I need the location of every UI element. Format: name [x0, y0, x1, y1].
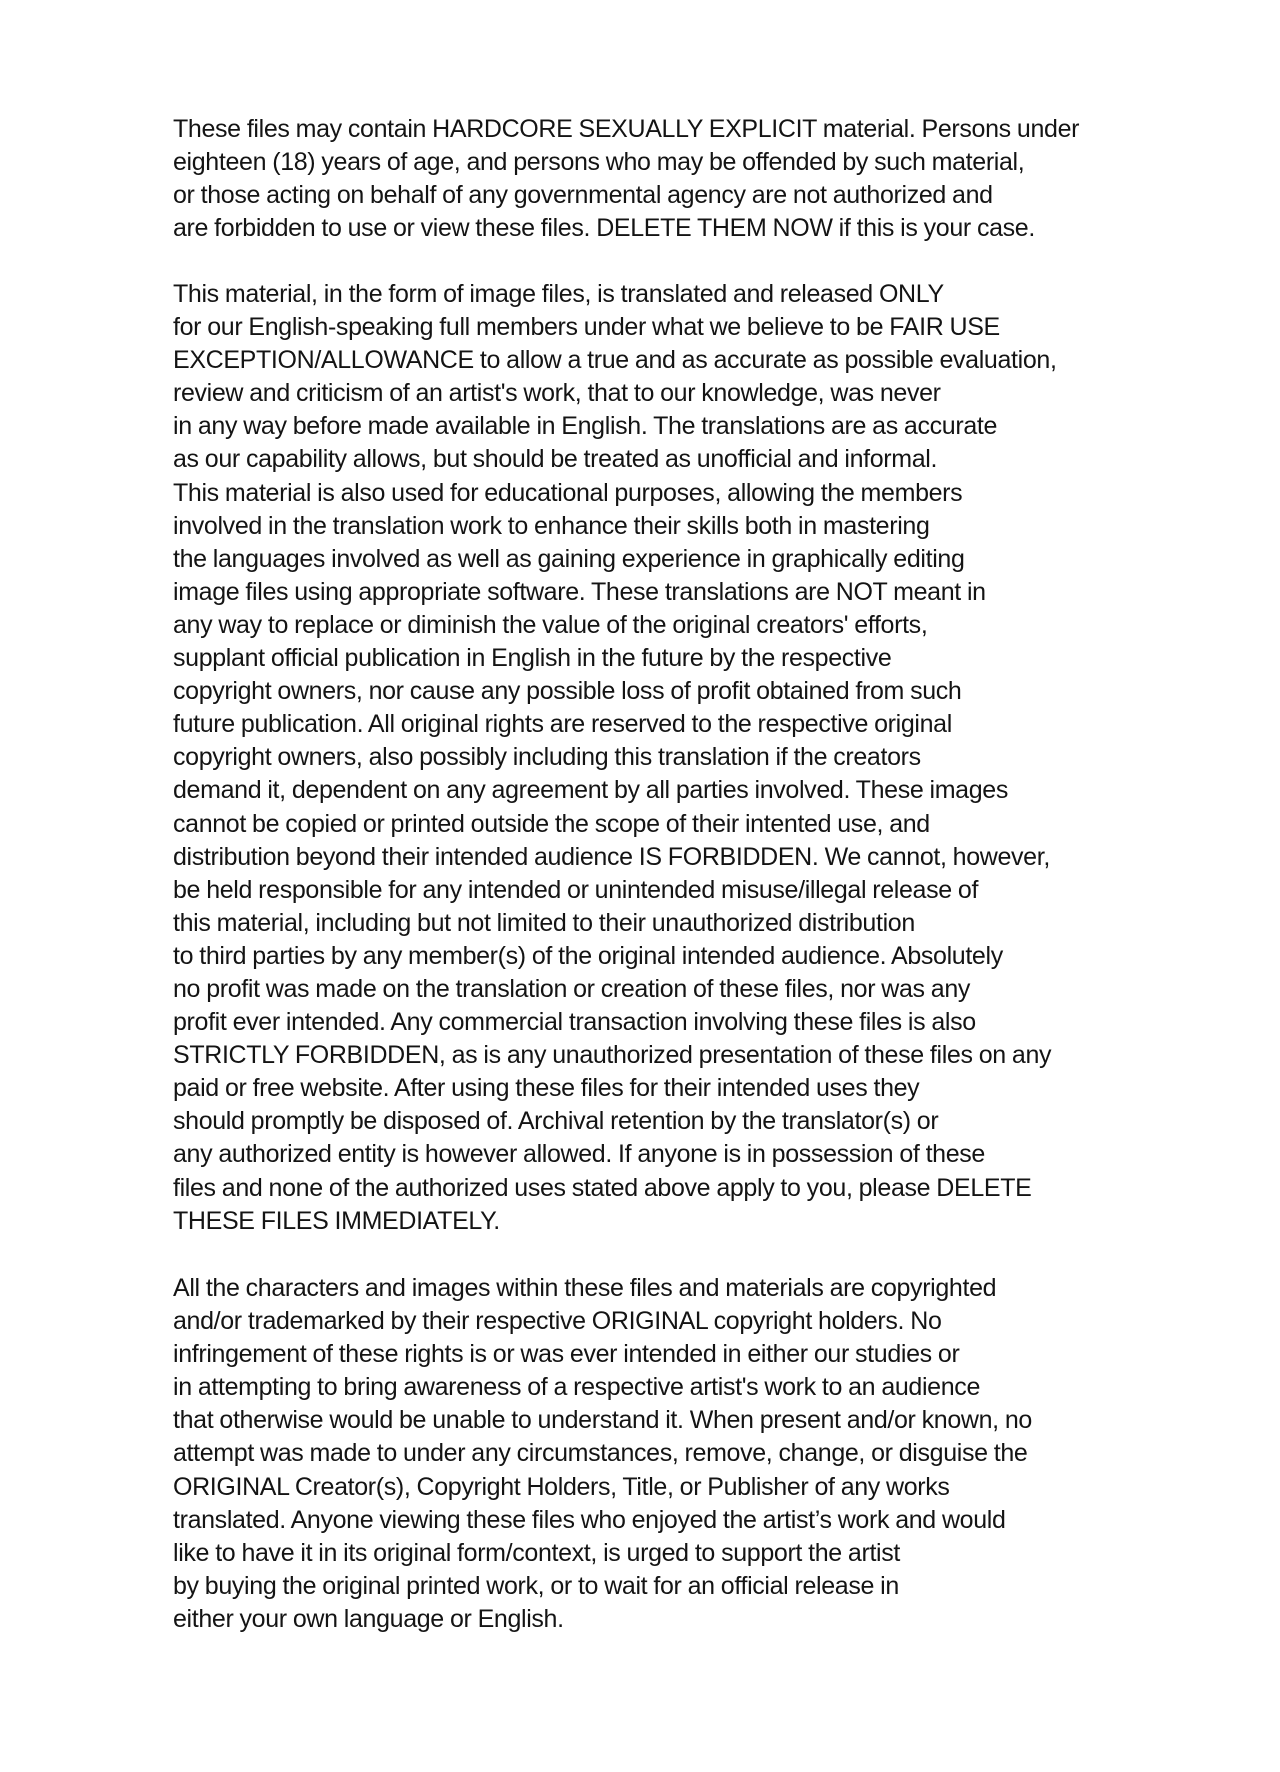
text-line: should promptly be disposed of. Archival retention by the translator(s) or	[173, 1107, 939, 1136]
text-line: image files using appropriate software. These translations are NOT meant in	[173, 577, 986, 606]
text-line: copyright owners, also possibly including this translation if the creators	[173, 743, 921, 772]
disclaimer-paragraph-fair-use	[173, 278, 1233, 1238]
text-line: eighteen (18) years of age, and persons who may be offended by such material,	[173, 148, 1025, 177]
text-line: or those acting on behalf of any governmental agency are not authorized and	[173, 181, 993, 210]
text-line: are forbidden to use or view these files. DELETE THEM NOW if this is your case.	[173, 214, 1035, 243]
text-line: either your own language or English.	[173, 1604, 564, 1633]
text-line: This material, in the form of image files, is translated and released ONLY	[173, 280, 944, 308]
text-line: in attempting to bring awareness of a respective artist's work to an audience	[173, 1373, 980, 1402]
text-line: paid or free website. After using these files for their intended uses they	[173, 1074, 920, 1103]
text-line: files and none of the authorized uses stated above apply to you, please DELETE	[173, 1173, 1032, 1202]
text-line: EXCEPTION/ALLOWANCE to allow a true and as accurate as possible evaluation,	[173, 346, 1057, 375]
text-line: ORIGINAL Creator(s), Copyright Holders, Title, or Publisher of any works	[173, 1472, 950, 1501]
text-line: and/or trademarked by their respective ORIGINAL copyright holders. No	[173, 1307, 942, 1336]
text-line: future publication. All original rights are reserved to the respective original	[173, 710, 952, 739]
text-line: demand it, dependent on any agreement by all parties involved. These images	[173, 776, 1008, 805]
text-line: any way to replace or diminish the value of the original creators' efforts,	[173, 610, 928, 639]
text-line: like to have it in its original form/context, is urged to support the artist	[173, 1538, 900, 1567]
text-line: in any way before made available in English. The translations are as accurate	[173, 412, 998, 441]
text-line: be held responsible for any intended or unintended misuse/illegal release of	[173, 875, 979, 904]
text-line: This material is also used for educational purposes, allowing the members	[173, 478, 963, 507]
text-line: for our English-speaking full members under what we believe to be FAIR USE	[173, 313, 1000, 342]
text-line: translated. Anyone viewing these files who enjoyed the artist’s work and would	[173, 1505, 1006, 1534]
text-line: cannot be copied or printed outside the scope of their intented use, and	[173, 809, 930, 838]
text-line: STRICTLY FORBIDDEN, as is any unauthorized presentation of these files on any	[173, 1041, 1052, 1070]
text-line: copyright owners, nor cause any possible loss of profit obtained from such	[173, 677, 962, 706]
text-line: by buying the original printed work, or to wait for an official release in	[173, 1571, 899, 1600]
text-line: supplant official publication in English in the future by the respective	[173, 644, 892, 673]
text-line: no profit was made on the translation or creation of these files, nor was any	[173, 974, 971, 1003]
text-line: that otherwise would be unable to understand it. When present and/or known, no	[173, 1406, 1032, 1435]
text-line: review and criticism of an artist's work, that to our knowledge, was never	[173, 379, 941, 408]
text-line: All the characters and images within these files and materials are copyrighted	[173, 1274, 997, 1302]
text-line: the languages involved as well as gaining experience in graphically editing	[173, 544, 965, 573]
disclaimer-paragraph-copyright	[173, 1272, 1233, 1636]
text-line: attempt was made to under any circumstances, remove, change, or disguise the	[173, 1439, 1028, 1468]
text-line: infringement of these rights is or was ever intended in either our studies or	[173, 1340, 960, 1369]
text-line: to third parties by any member(s) of the original intended audience. Absolutely	[173, 941, 1003, 970]
disclaimer-paragraph-explicit-warning	[173, 113, 1233, 245]
text-line: any authorized entity is however allowed. If anyone is in possession of these	[173, 1140, 985, 1169]
text-line: distribution beyond their intended audience IS FORBIDDEN. We cannot, however,	[173, 842, 1050, 871]
text-line: this material, including but not limited to their unauthorized distribution	[173, 908, 915, 937]
text-line: involved in the translation work to enhance their skills both in mastering	[173, 511, 930, 540]
text-line: THESE FILES IMMEDIATELY.	[173, 1206, 500, 1235]
text-line: These files may contain HARDCORE SEXUALLY EXPLICIT material. Persons under	[173, 115, 1080, 143]
text-line: as our capability allows, but should be treated as unofficial and informal.	[173, 445, 938, 474]
text-line: profit ever intended. Any commercial transaction involving these files is also	[173, 1008, 976, 1037]
